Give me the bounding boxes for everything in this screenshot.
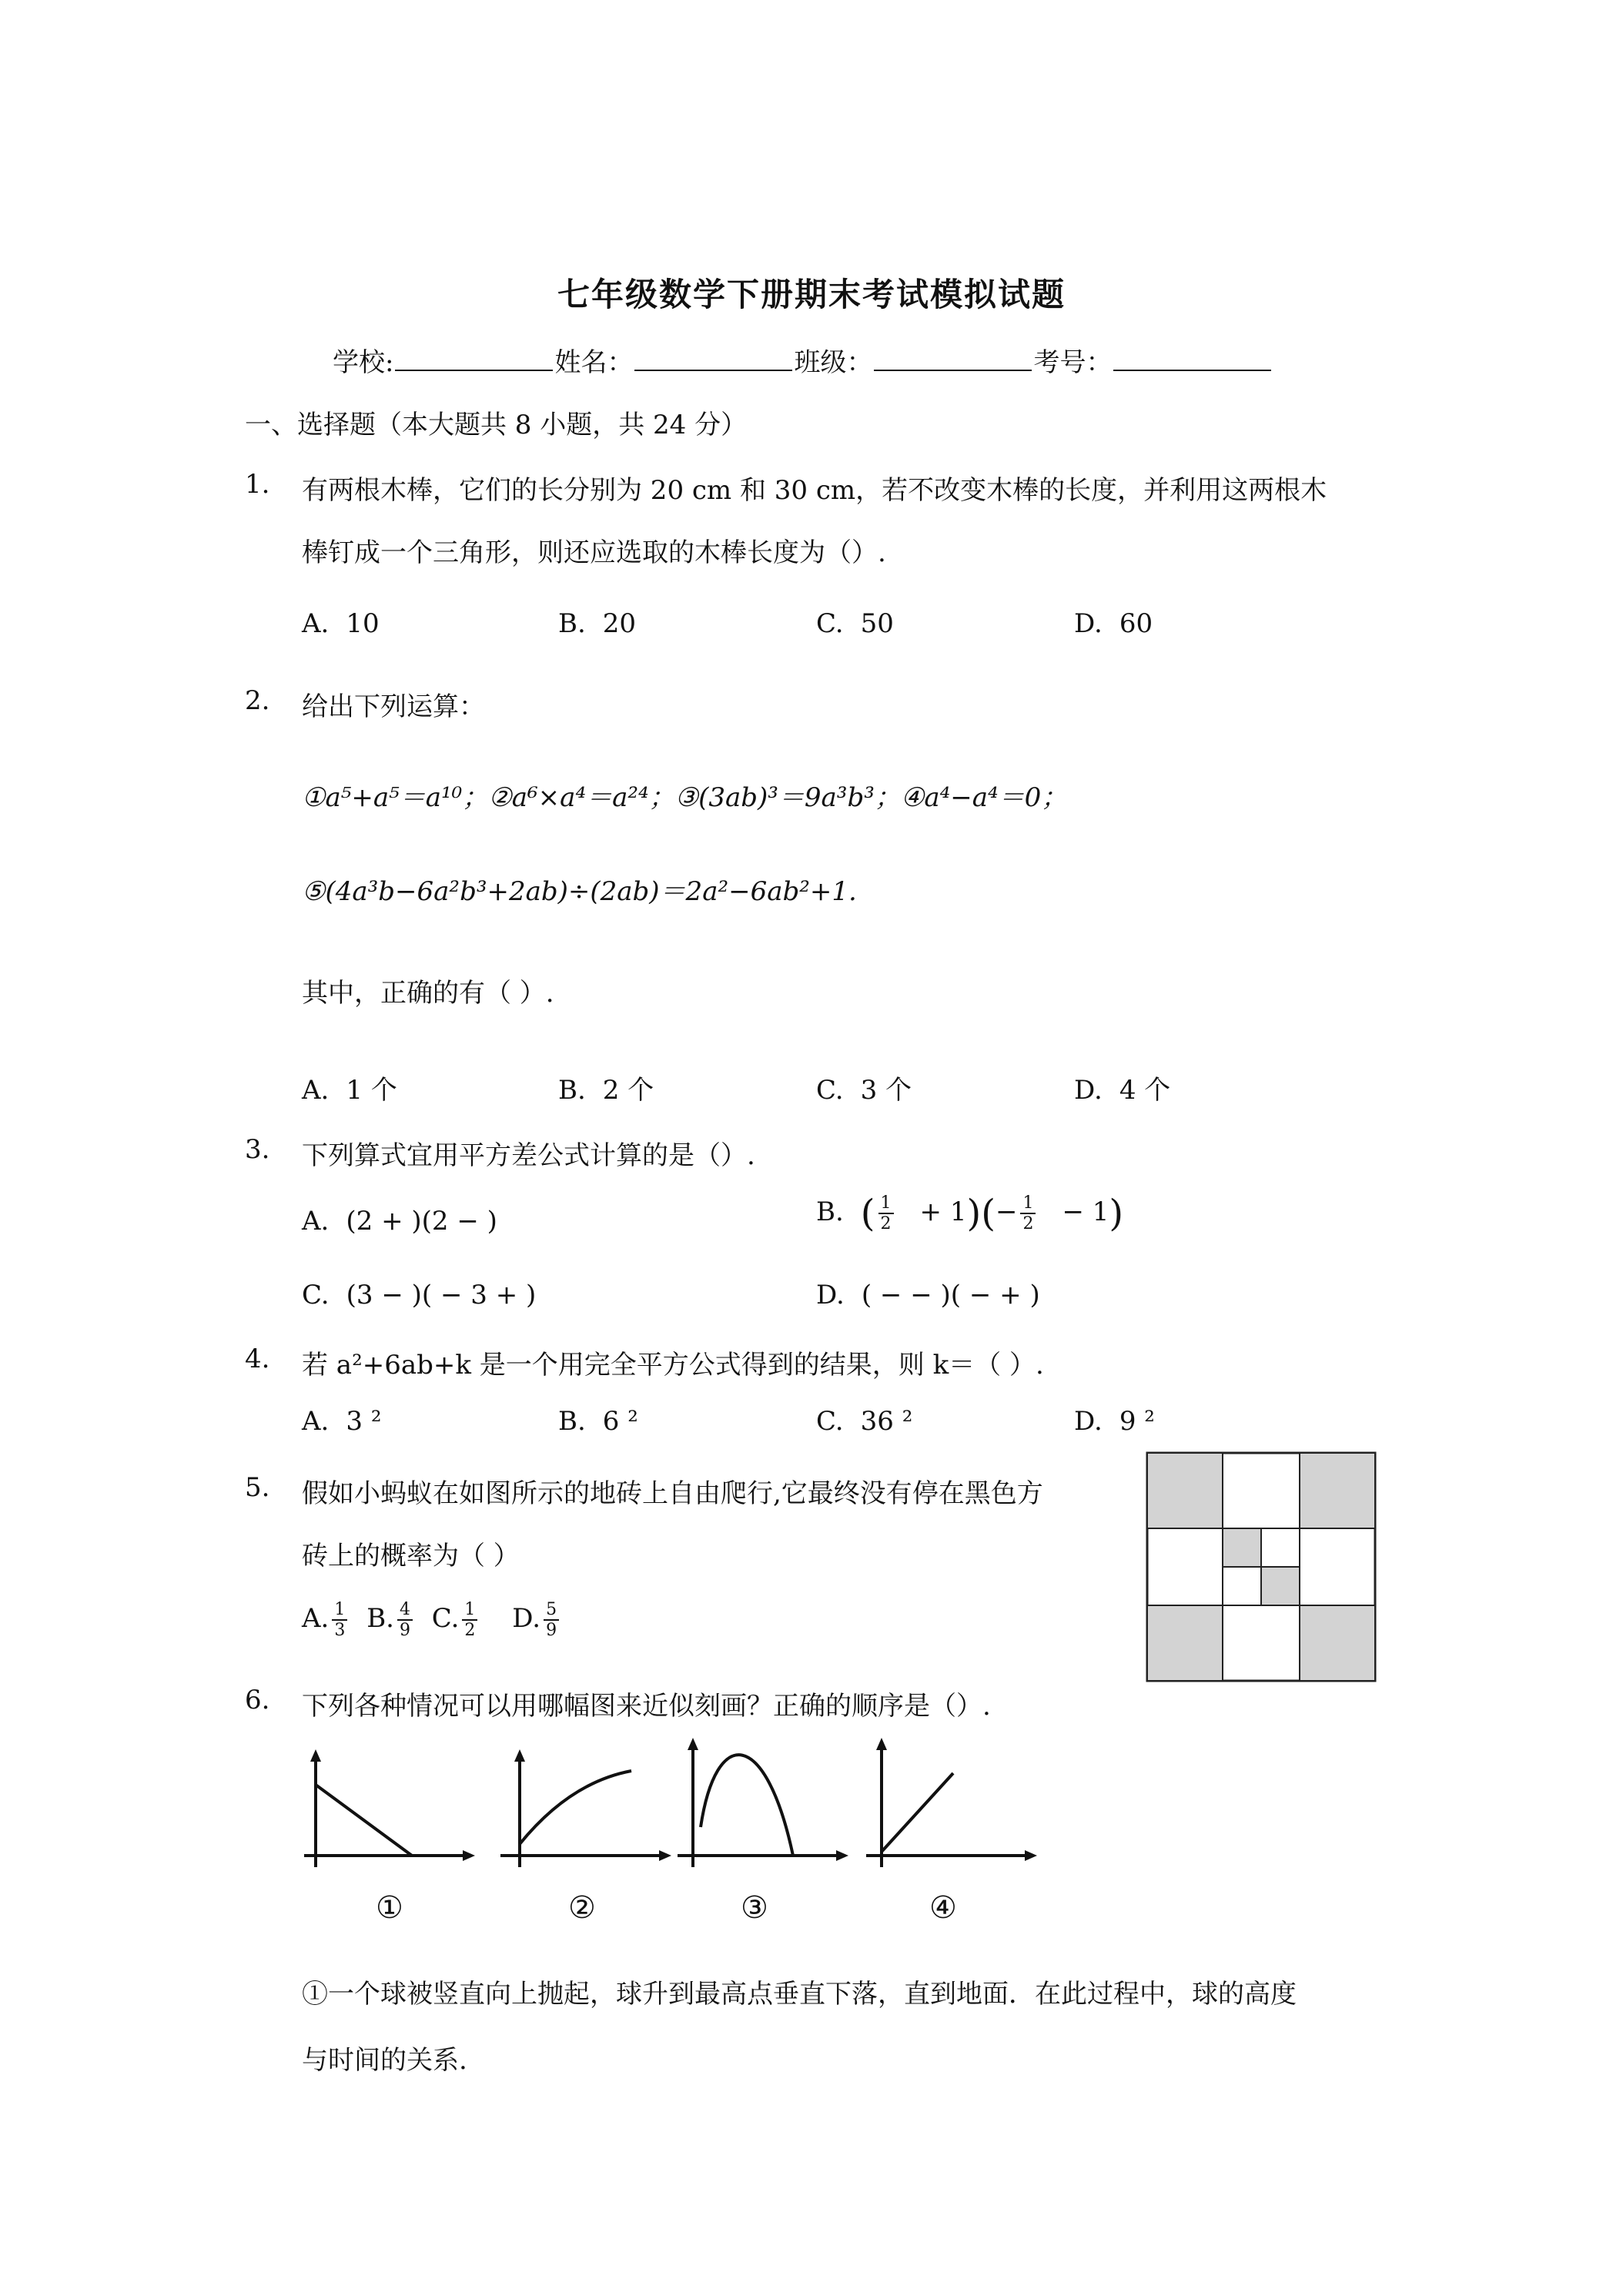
graph-1-label: ① [376, 1890, 403, 1926]
student-info-line [333, 341, 1273, 379]
q1-number: 1. [245, 469, 270, 500]
graph-1-x-arrow [463, 1850, 475, 1861]
q5-text-line2: 砖上的概率为（ ） [302, 1541, 520, 1571]
q3-text: 下列算式宜用平方差公式计算的是（）. [302, 1140, 755, 1171]
class-blank [874, 346, 1032, 371]
q5-tile-figure [1146, 1451, 1377, 1682]
exam-no-blank [1113, 346, 1271, 371]
q2-number: 2. [245, 685, 270, 716]
q6-text: 下列各种情况可以用哪幅图来近似刻画？正确的顺序是（）. [302, 1691, 991, 1722]
q4-text: 若 a²+6ab+k 是一个用完全平方公式得到的结果，则 k＝（ ）. [302, 1350, 1044, 1381]
q3-number: 3. [245, 1134, 270, 1165]
q2-question: 其中，正确的有（ ）. [302, 978, 554, 1009]
q6-number: 6. [245, 1685, 270, 1715]
graph-2-label: ② [568, 1890, 596, 1926]
q4-option-d: D. 9 ² [1074, 1406, 1155, 1437]
graph-3-label: ③ [741, 1890, 768, 1926]
q4-option-b: B. 6 ² [558, 1406, 638, 1437]
q2-option-c: C. 3 个 [816, 1075, 912, 1106]
q1-option-b: B. 20 [558, 608, 637, 639]
graph-3-curve [701, 1755, 793, 1856]
q2-option-b: B. 2 个 [558, 1075, 654, 1106]
name-label: 姓名： [554, 347, 634, 378]
graph-1-y-arrow [310, 1749, 321, 1762]
q1-option-c: C. 50 [816, 608, 894, 639]
name-blank [634, 346, 792, 371]
gray-tile-bottom-right [1300, 1605, 1375, 1681]
white-small-tile-1 [1261, 1528, 1300, 1567]
page-title: 七年级数学下册期末考试模拟试题 [557, 276, 1066, 313]
q1-option-a: A. 10 [302, 608, 380, 639]
q6-case1-line1: ①一个球被竖直向上抛起，球升到最高点垂直下落，直到地面．在此过程中，球的高度 [302, 1979, 1297, 2010]
q4-number: 4. [245, 1344, 270, 1374]
q5-number: 5. [245, 1472, 270, 1503]
q3-option-c: C. (3 − )( − 3 + ) [302, 1280, 537, 1310]
graph-4-label: ④ [929, 1890, 957, 1926]
q2-option-a: A. 1 个 [302, 1075, 397, 1106]
school-blank [395, 346, 553, 371]
q3-option-b: B. ( $\frac{1}{2}$ + 1)(− $\frac{1}{2}$ − 1) [816, 1192, 1124, 1235]
school-label: 学校: [333, 347, 394, 378]
q6-case1-line2: 与时间的关系. [302, 2045, 467, 2076]
graph-4-x-arrow [1025, 1850, 1037, 1861]
white-small-tile-2 [1223, 1567, 1261, 1605]
graph-4-y-arrow [876, 1738, 887, 1750]
q5-option-a: A. $\frac{1}{3}$ [302, 1603, 350, 1634]
q5-text-line1: 假如小蚂蚁在如图所示的地砖上自由爬行,它最终没有停在黑色方 [302, 1478, 1043, 1509]
graph-2 [493, 1748, 678, 1879]
gray-tile-bottom-left [1147, 1605, 1223, 1681]
q1-option-d: D. 60 [1074, 608, 1153, 639]
graph-1 [296, 1748, 481, 1879]
graph-3-x-arrow [836, 1850, 848, 1861]
graph-4 [858, 1736, 1043, 1879]
q3b-fraction-1: $\frac{1}{2}$ [878, 1193, 894, 1234]
q1-text-line1: 有两根木棒，它们的长分别为 20 cm 和 30 cm，若不改变木棒的长度，并利用这两根木 [302, 475, 1327, 506]
q1-text-line2: 棒钉成一个三角形，则还应选取的木棒长度为（）. [302, 537, 886, 568]
exam-no-label: 考号： [1033, 347, 1113, 378]
q5-option-d: D. $\frac{5}{9}$ [512, 1603, 562, 1634]
q2-operations-line2: ⑤(4a³b−6a²b³+2ab)÷(2ab)＝2a²−6ab²+1. [302, 876, 857, 907]
section-heading: 一、选择题（本大题共 8 小题，共 24 分） [245, 410, 748, 440]
q2-intro: 给出下列运算： [302, 691, 485, 722]
graph-4-curve [882, 1773, 953, 1852]
graph-2-curve [520, 1771, 631, 1844]
q4-option-a: A. 3 ² [302, 1406, 382, 1437]
graph-1-curve [316, 1785, 412, 1856]
q4-option-c: C. 36 ² [816, 1406, 913, 1437]
gray-tile-top-left [1147, 1453, 1223, 1528]
q5-option-b: B. $\frac{4}{9}$ [366, 1603, 416, 1634]
q3-option-d: D. ( − − )( − + ) [816, 1280, 1040, 1310]
gray-small-tile-1 [1223, 1528, 1261, 1567]
q5-option-c: C. $\frac{1}{2}$ [432, 1603, 481, 1634]
class-label: 班级： [794, 347, 873, 378]
q2-option-d: D. 4 个 [1074, 1075, 1171, 1106]
q2-operations-line1: ①a⁵+a⁵＝a¹⁰；②a⁶×a⁴＝a²⁴；③(3ab)³＝9a³b³；④a⁴−a⁴＝0； [302, 782, 1068, 813]
graph-3-y-arrow [688, 1738, 698, 1750]
q3b-fraction-2: $\frac{1}{2}$ [1020, 1193, 1036, 1234]
gray-small-tile-2 [1261, 1567, 1300, 1605]
gray-tile-top-right [1300, 1453, 1375, 1528]
q5-options [302, 1600, 562, 1641]
q3-option-a: A. (2 + )(2 − ) [302, 1206, 497, 1237]
graph-2-y-arrow [514, 1749, 525, 1762]
graph-3 [670, 1736, 855, 1879]
